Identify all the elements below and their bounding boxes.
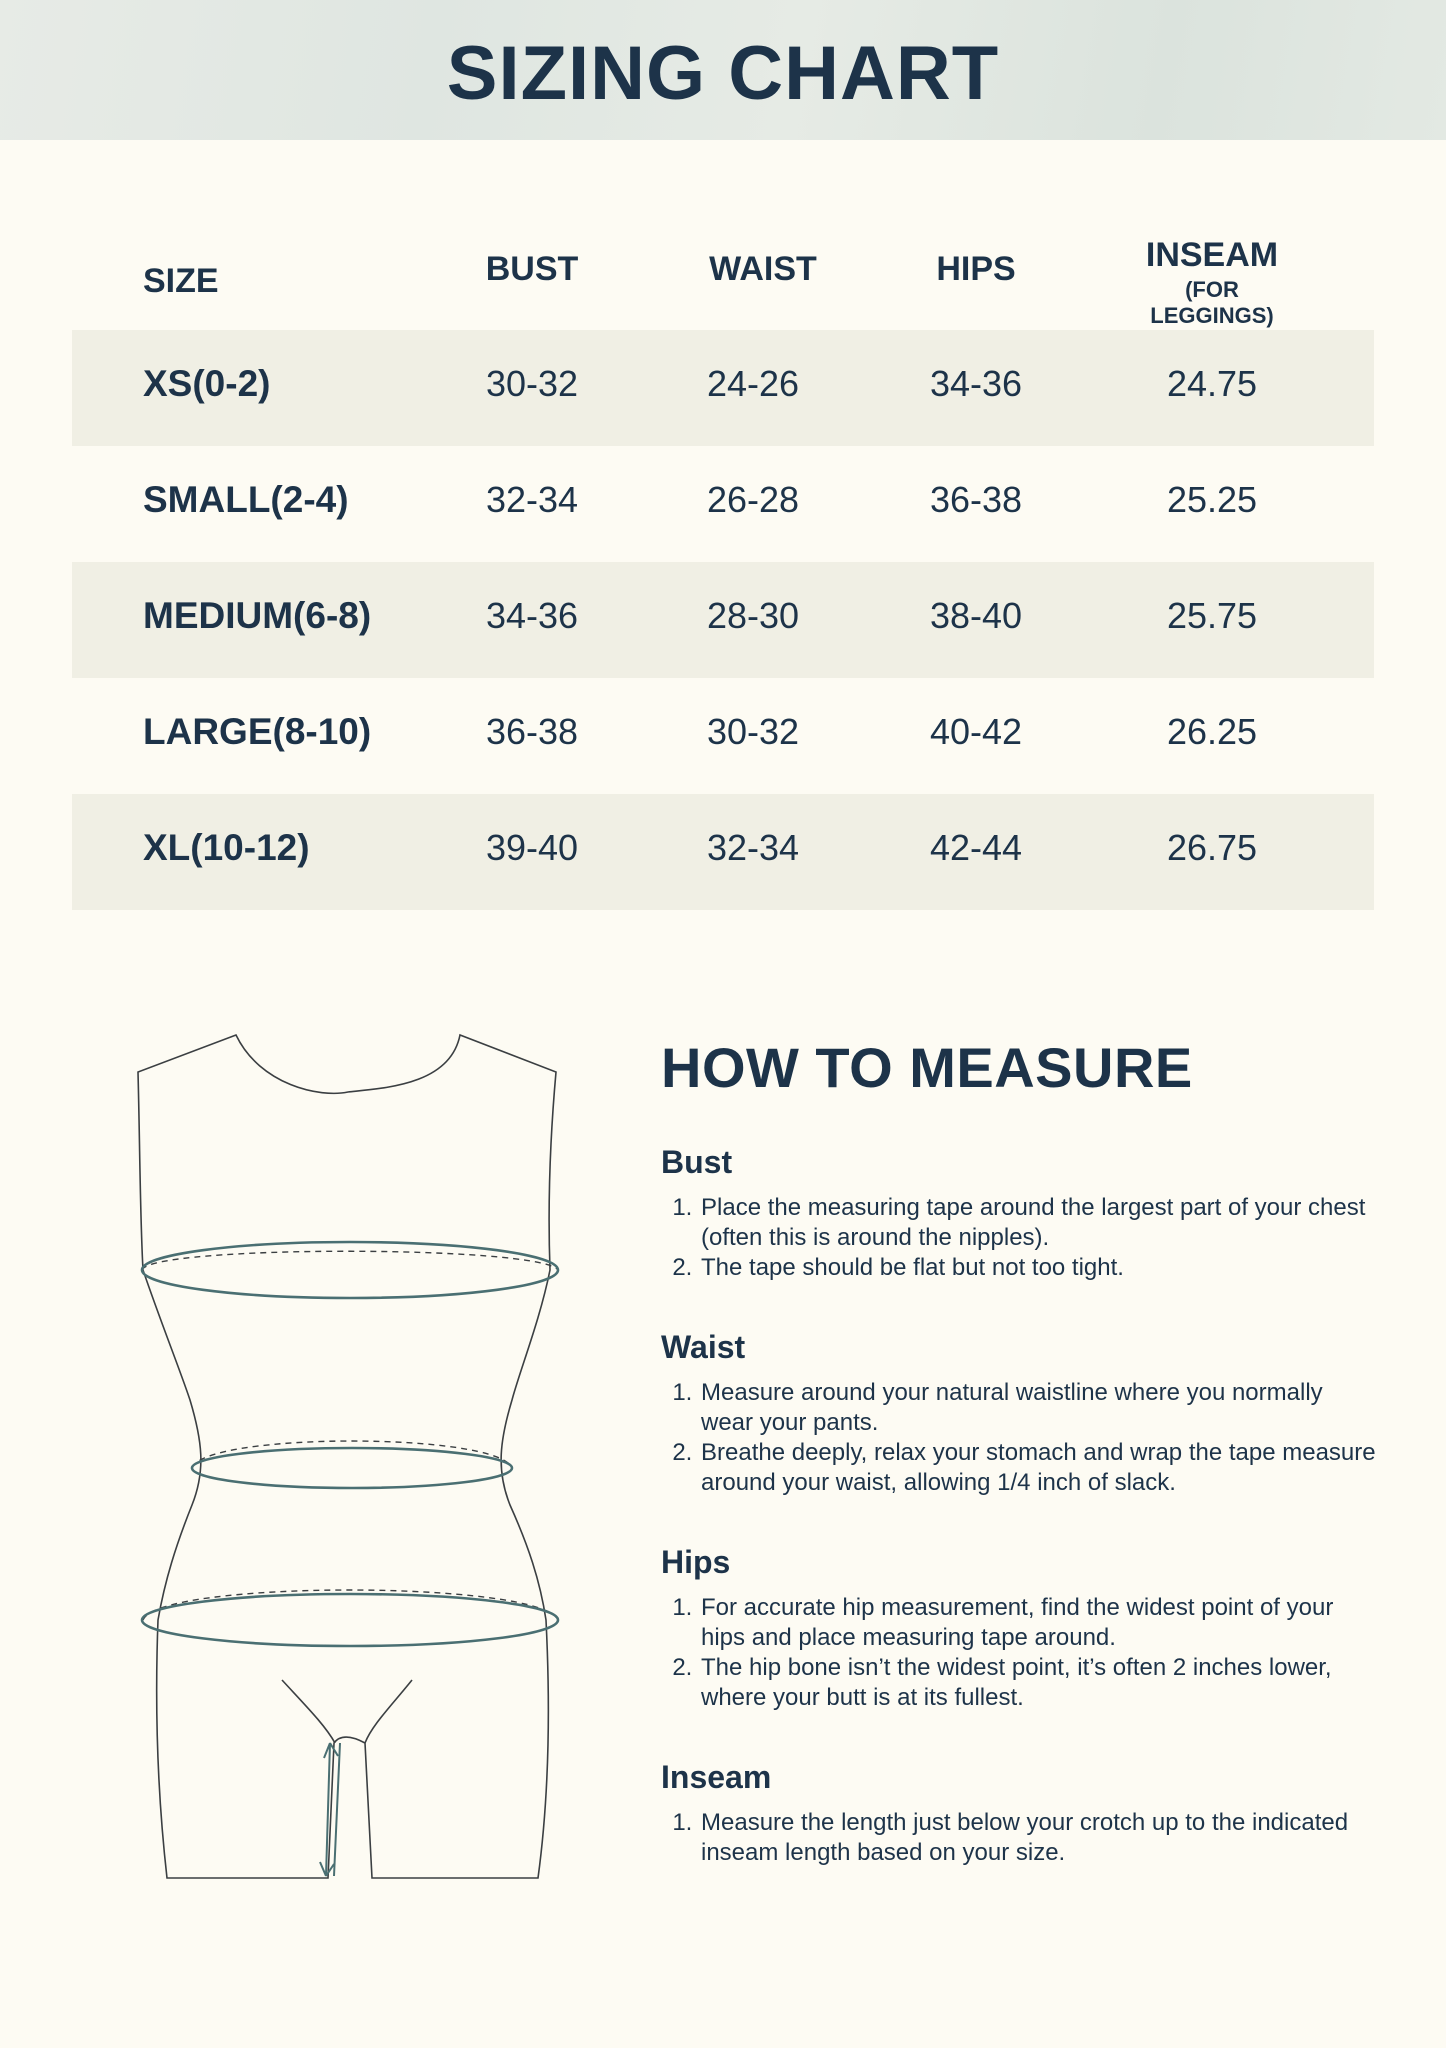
- inseam-instructions: [661, 1759, 1381, 1868]
- waist-tape-icon: [192, 1448, 512, 1488]
- section-heading: Hips: [661, 1544, 731, 1580]
- table-row: [72, 330, 1374, 446]
- bust-cell: 39-40: [485, 827, 579, 868]
- table-row: [72, 678, 1374, 794]
- hips-cell: 38-40: [929, 595, 1023, 636]
- steps-list: [661, 1593, 1381, 1713]
- header-waist: WAIST: [709, 250, 817, 288]
- section-heading: Inseam: [661, 1759, 772, 1795]
- section-heading: Bust: [661, 1144, 733, 1180]
- bust-cell: 32-34: [485, 479, 579, 520]
- hips-instructions: [661, 1544, 1381, 1713]
- steps-list: [661, 1193, 1381, 1283]
- table-row: [72, 794, 1374, 910]
- size-cell: LARGE(8-10): [143, 711, 372, 752]
- body-outline-icon: [138, 1035, 556, 1878]
- waist-cell: 24-26: [706, 363, 800, 404]
- header-size: SIZE: [143, 262, 219, 300]
- hips-cell: 40-42: [929, 711, 1023, 752]
- hips-cell: 42-44: [929, 827, 1023, 868]
- bust-cell: 30-32: [485, 363, 579, 404]
- list-item: 1. Place the measuring tape around the largest part of your chest (often this is around the nipples).: [699, 1193, 1381, 1253]
- waist-cell: 26-28: [706, 479, 800, 520]
- how-to-measure-section: [661, 1035, 1381, 1914]
- list-item: 1. Measure the length just below your crotch up to the indicated inseam length based on your size.: [699, 1808, 1381, 1868]
- header-inseam-note: (FOR LEGGINGS): [1150, 277, 1274, 328]
- hips-cell: 36-38: [929, 479, 1023, 520]
- hips-cell: 34-36: [929, 363, 1023, 404]
- list-item: 2. Breathe deeply, relax your stomach and wrap the tape measure around your waist, allowing 1/4 inch of slack.: [699, 1438, 1381, 1498]
- header-hips: HIPS: [936, 250, 1016, 288]
- how-to-measure-title: HOW TO MEASURE: [661, 1036, 1193, 1099]
- waist-cell: 32-34: [706, 827, 800, 868]
- size-cell: XL(10-12): [143, 827, 310, 868]
- size-cell: SMALL(2-4): [143, 479, 349, 520]
- steps-list: [661, 1808, 1381, 1868]
- waist-cell: 30-32: [706, 711, 800, 752]
- header-inseam: [1122, 236, 1302, 329]
- table-row: [72, 562, 1374, 678]
- list-item: 1. Measure around your natural waistline where you normally wear your pants.: [699, 1378, 1381, 1438]
- table-header: [72, 228, 1374, 330]
- inseam-cell: 25.75: [1166, 595, 1258, 636]
- inseam-cell: 25.25: [1166, 479, 1258, 520]
- inseam-cell: 26.25: [1166, 711, 1258, 752]
- table-row: [72, 446, 1374, 562]
- bust-instructions: [661, 1144, 1381, 1283]
- inseam-cell: 26.75: [1166, 827, 1258, 868]
- bust-tape-icon: [142, 1242, 558, 1298]
- page-title: SIZING CHART: [446, 31, 1000, 116]
- hips-tape-icon: [142, 1594, 558, 1646]
- steps-list: [661, 1378, 1381, 1498]
- waist-cell: 28-30: [706, 595, 800, 636]
- crotch-line-icon: [282, 1680, 335, 1743]
- bust-tape-icon: [142, 1251, 558, 1270]
- bust-cell: 34-36: [485, 595, 579, 636]
- list-item: 2. The hip bone isn’t the widest point, it’s often 2 inches lower, where your butt is at its fullest.: [699, 1653, 1381, 1713]
- bust-cell: 36-38: [485, 711, 579, 752]
- section-heading: Waist: [661, 1329, 746, 1365]
- title-banner: [0, 0, 1446, 140]
- sizing-table: [72, 228, 1374, 910]
- crotch-line-icon: [365, 1680, 412, 1743]
- header-inseam-label: INSEAM: [1145, 236, 1279, 274]
- inseam-arrow-icon: [320, 1743, 340, 1876]
- size-cell: MEDIUM(6-8): [143, 595, 372, 636]
- inseam-cell: 24.75: [1166, 363, 1258, 404]
- list-item: 2. The tape should be flat but not too tight.: [699, 1253, 1381, 1283]
- header-bust: BUST: [485, 250, 579, 288]
- waist-instructions: [661, 1329, 1381, 1498]
- list-item: 1. For accurate hip measurement, find the widest point of your hips and place measuring tape around.: [699, 1593, 1381, 1653]
- size-cell: XS(0-2): [143, 363, 271, 404]
- body-measurement-illustration: [130, 1025, 570, 1885]
